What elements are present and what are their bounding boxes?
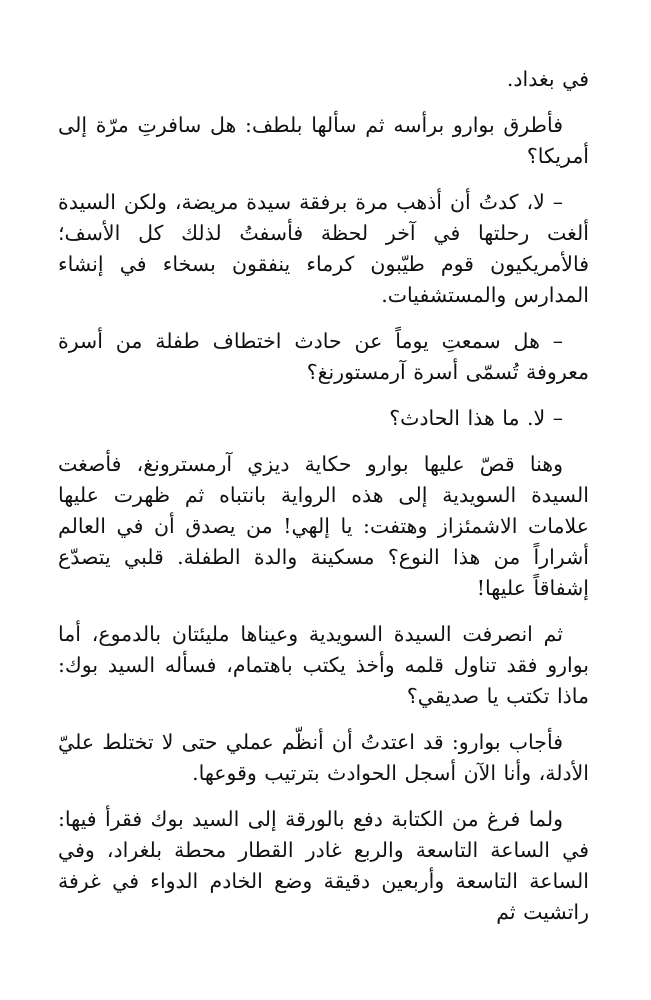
paragraph-2: فأطرق بوارو برأسه ثم سألها بلطف: هل سافرتِ مرّة إلى أمريكا؟ xyxy=(58,113,589,168)
paragraph-1: في بغداد. xyxy=(506,67,589,91)
paragraph-8: فأجاب بوارو: قد اعتدتُ أن أنظّم عملي حتى لا تختلط عليّ الأدلة، وأنا الآن أسجل الحوادث بترتيب وقوعها. xyxy=(58,730,589,785)
paragraph-6: وهنا قصّ عليها بوارو حكاية ديزي آرمسترونغ، فأصغت السيدة السويدية إلى هذه الرواية بانتباه ثم ظهرت عليها علامات الاشمئزاز وهتفت: يا إلهي! من يصدق أن في العالم أشراراً من هذا النوع؟ مسكينة والدة الطفلة. قلبي يتصدّع إشفاقاً عليها! xyxy=(58,452,589,600)
paragraph-4: – هل سمعتِ يوماً عن حادث اختطاف طفلة من أسرة معروفة تُسمّى أسرة آرمستورنغ؟ xyxy=(58,329,589,384)
paragraph-5: – لا. ما هذا الحادث؟ xyxy=(389,406,563,430)
paragraph-7: ثم انصرفت السيدة السويدية وعيناها مليئتان بالدموع، أما بوارو فقد تناول قلمه وأخذ يكتب باهتمام، فسأله السيد بوك: ماذا تكتب يا صديقي؟ xyxy=(58,622,589,708)
paragraph-9: ولما فرغ من الكتابة دفع بالورقة إلى السيد بوك فقرأ فيها: في الساعة التاسعة والربع غادر القطار محطة بلغراد، وفي الساعة التاسعة وأربعين دقيقة وضع الخادم الدواء في غرفة راتشيت ثم xyxy=(58,807,589,924)
paragraph-3: – لا، كدتُ أن أذهب مرة برفقة سيدة مريضة، ولكن السيدة ألغت رحلتها في آخر لحظة فأسفتُ لذلك كل الأسف؛ فالأمريكيون قوم طيّبون كرماء ينفقون بسخاء في إنشاء المدارس والمستشفيات. xyxy=(58,190,589,307)
